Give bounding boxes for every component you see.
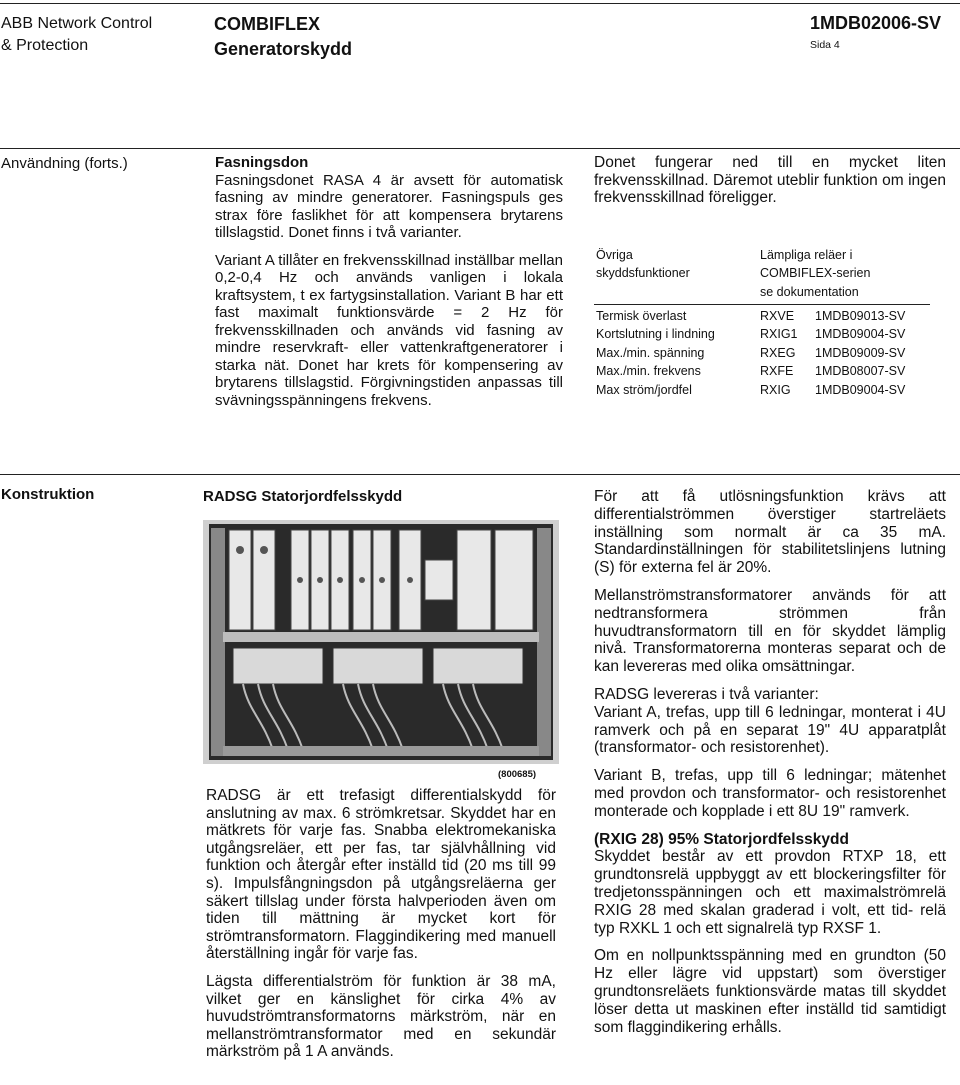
org-line-1: ABB Network Control bbox=[1, 15, 153, 32]
page-number: Sida 4 bbox=[810, 39, 840, 51]
section2-side-label: Konstruktion bbox=[1, 486, 95, 503]
radsg-para-2: Lägsta differentialström för funktion är 38 mA, vilket ger en känslighet för cirka 4% av huvudströmtransformatorns märkström, när en mellanströmtransformator med en sekundär märkström på 1 A används. bbox=[206, 972, 556, 1061]
fasningsdon-para-1: Fasningsdonet RASA 4 är avsett för automatisk fasning av mindre generatorer. Fasningspuls ges strax före faslikhet för att kompensera brytarens tillslagstid. Donet finns i två varianter. bbox=[215, 171, 563, 241]
table-head-right-1: Lämpliga reläer i bbox=[760, 248, 853, 262]
right-para-5: Skyddet består av ett provdon RTXP 18, ett grundtonsrelä uppbyggt av ett blockeringsfilter för tredjetonsspänningen och ett maximalströmrelä RXIG 28 med skalan graderad i volt, ett tid- relä typ RXKL 1 och ett signalrelä typ RXSF 1. bbox=[594, 848, 946, 937]
table-cell-doc: 1MDB09004-SV bbox=[815, 327, 906, 341]
table-head-left-1: Övriga bbox=[596, 248, 633, 262]
table-cell-relay: RXIG1 bbox=[760, 327, 798, 341]
table-cell-relay: RXEG bbox=[760, 346, 796, 360]
table-header-rule bbox=[594, 304, 930, 305]
radsg-right-column bbox=[594, 488, 946, 1036]
table-cell-function: Kortslutning i lindning bbox=[596, 327, 715, 341]
table-cell-function: Termisk överlast bbox=[596, 309, 687, 323]
table-cell-function: Max./min. frekvens bbox=[596, 364, 701, 378]
right-para-2: Mellanströmstransformatorer används för att nedtransformera strömmen från huvudtransformatorn till en för skyddet lämplig nivå. Transformatorerna monteras separat och de kan levereras med olika omsättningar. bbox=[594, 586, 946, 676]
table-head-right-2: COMBIFLEX-serien bbox=[760, 266, 871, 280]
table-head-left-2: skyddsfunktioner bbox=[596, 266, 690, 280]
doc-number: 1MDB02006-SV bbox=[810, 13, 942, 33]
table-cell-relay: RXFE bbox=[760, 364, 794, 378]
org-line-2: & Protection bbox=[1, 37, 89, 54]
right-para-3b: Variant A, trefas, upp till 6 ledningar, monterat i 4U ramverk och på en separat 19" 4U apparatplåt (transformator- och resistorenhet). bbox=[594, 703, 946, 757]
section1-rule bbox=[0, 148, 960, 149]
table-cell-doc: 1MDB09013-SV bbox=[815, 309, 906, 323]
rxig-heading: (RXIG 28) 95% Statorjordfelsskydd bbox=[594, 830, 849, 848]
table-cell-relay: RXVE bbox=[760, 309, 795, 323]
right-para-4: Variant B, trefas, upp till 6 ledningar; mätenhet med provdon och transformator- och resistorenhet monterade och kopplade i ett 8U 19" ramverk. bbox=[594, 767, 946, 820]
doc-subject: Generatorskydd bbox=[214, 39, 353, 59]
table-cell-function: Max./min. spänning bbox=[596, 346, 705, 360]
fasningsdon-column bbox=[215, 154, 563, 409]
product-name: COMBIFLEX bbox=[214, 14, 320, 34]
table-cell-doc: 1MDB09004-SV bbox=[815, 383, 906, 397]
table-cell-function: Max ström/jordfel bbox=[596, 383, 692, 397]
right-para-1: För att få utlösningsfunktion krävs att differentialströmmen överstiger startreläets inställning som normalt är ca 35 mA. Standardinställningen för stabilitetslinjens lutning (S) för externa fel är 20%. bbox=[594, 488, 946, 577]
org-name bbox=[1, 13, 152, 57]
table-cell-doc: 1MDB08007-SV bbox=[815, 364, 906, 378]
table-cell-doc: 1MDB09009-SV bbox=[815, 346, 906, 360]
radsg-para-1: RADSG är ett trefasigt differentialskydd för anslutning av max. 6 strömkretsar. Skyddet har en mätkrets för varje fas. Snabba elektromekaniska utgångsreläer, ett per fas, tar självhållning vid funktion och återgår efter inställd tid (20 ms till 99 s). Impulsfångningsdon på utgångsreläerna ger säkert tillslag under första halvperioden även om tiden till mättning är mycket kort för strömtransformatorn. Flaggindikering med manuell återställning ingår för varje fas. bbox=[206, 787, 556, 963]
fasningsdon-heading: Fasningsdon bbox=[215, 154, 309, 171]
fasningsdon-para-2: Variant A tillåter en frekvensskillnad inställbar mellan 0,2-0,4 Hz och används vanligen i lokala kraftsystem, t ex fartygsinstallation. Variant B har ett fast maximalt funktionsvärde = 2 Hz för frekvensskillnaden och används vid fasning av mindre reservkraft- eller vattenkraftgeneratorer i starka nät. Donet har krets för kompensering av brytarens tillslagstid. Förgivningstiden anpassas till svävningsspänningens frekvens. bbox=[215, 251, 563, 409]
relay-rack-photo bbox=[203, 520, 559, 764]
table-head-right-3: se dokumentation bbox=[760, 285, 859, 299]
right-para-3a: RADSG levereras i två varianter: bbox=[594, 685, 819, 703]
fasningsdon-right-para: Donet fungerar ned till en mycket liten frekvensskillnad. Däremot uteblir funktion om ingen frekvensskillnad föreligger. bbox=[594, 154, 946, 206]
relay-rack-image bbox=[203, 520, 559, 764]
radsg-text-column bbox=[206, 787, 556, 1061]
top-rule bbox=[0, 3, 960, 4]
radsg-heading: RADSG Statorjordfelsskydd bbox=[203, 488, 403, 505]
section1-side-label: Användning (forts.) bbox=[1, 155, 128, 172]
photo-code: (800685) bbox=[498, 769, 537, 780]
doc-title bbox=[214, 12, 352, 62]
table-cell-relay: RXIG bbox=[760, 383, 791, 397]
section2-rule bbox=[0, 474, 960, 475]
right-para-6: Om en nollpunktsspänning med en grundton (50 Hz eller lägre vid uppstart) som överstiger grundtonsreläets funktionsvärde matas till skyddet löser detta ut maskinen efter inställd tid samtidigt som flaggindikering erhålls. bbox=[594, 947, 946, 1036]
